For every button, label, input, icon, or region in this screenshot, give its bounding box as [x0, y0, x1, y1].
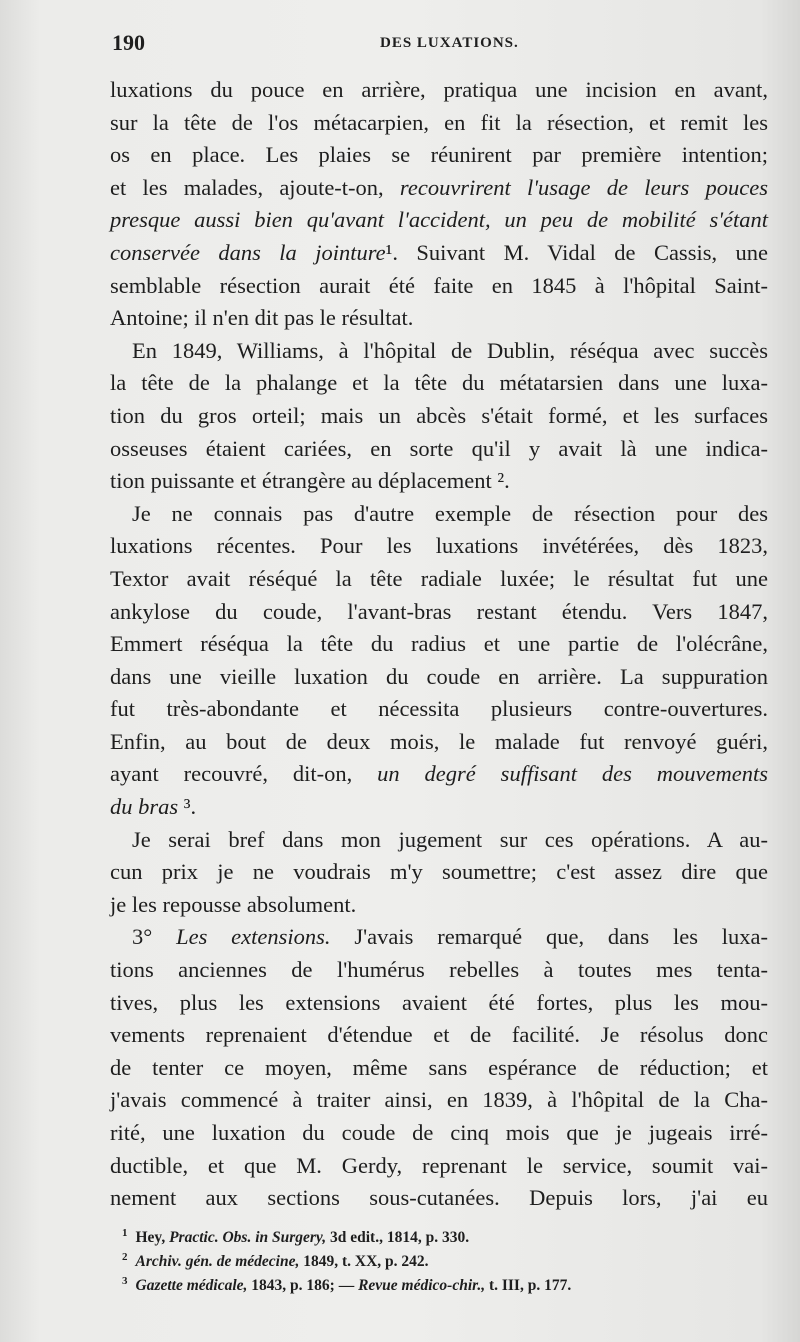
text-run: os en place. Les plaies se réunirent par première intention; [110, 142, 768, 168]
italic-text: un degré suffisant des mouvements [377, 761, 768, 787]
text-run: Je ne connais pas d'autre exemple de résection pour des [132, 500, 768, 526]
text-run: je les repousse absolument. [110, 891, 357, 917]
text-line [110, 400, 768, 433]
text-run: tives, plus les extensions avaient été fortes, plus les mou- [110, 989, 768, 1015]
text-run: Enfin, au bout de deux mois, le malade fut renvoyé guéri, [110, 728, 768, 754]
text-line [110, 1182, 768, 1215]
text-run: En 1849, Williams, à l'hôpital de Dublin, réséqua avec succès [132, 337, 768, 363]
text-run: rité, une luxation du coude de cinq mois que je jugeais irré- [110, 1120, 768, 1145]
text-line [110, 791, 768, 824]
footnote-mark: 3 [122, 1275, 128, 1287]
text-run: semblable résection aurait été faite en 1845 à l'hôpital Saint- [110, 272, 768, 298]
text-run: sur la tête de l'os métacarpien, en fit la résection, et remit les [110, 109, 768, 135]
footnote [122, 1221, 762, 1245]
text-line [110, 921, 768, 954]
text-run: tion du gros orteil; mais un abcès s'était formé, et les surfaces [110, 402, 768, 428]
text-line [110, 237, 768, 270]
footnote-text: 1849, t. XX, p. 242. [299, 1253, 429, 1271]
footnote [122, 1245, 762, 1269]
text-line [110, 1150, 768, 1183]
footnote-italic-text: Archiv. gén. de médecine, [135, 1253, 300, 1271]
text-run: Emmert réséqua la tête du radius et une partie de l'olécrâne, [110, 631, 768, 657]
text-run: de tenter ce moyen, même sans espérance de réduction; et [110, 1054, 768, 1080]
text-line [110, 204, 768, 237]
text-run: et les malades, ajoute-t-on, [110, 174, 400, 200]
text-line [110, 1117, 768, 1150]
text-line [110, 335, 768, 368]
text-run: tion puissante et étrangère au déplacement ². [110, 468, 510, 494]
footnote-text: Hey, [135, 1229, 170, 1247]
text-run: J'avais remarqué que, dans les luxa- [330, 924, 769, 950]
text-line [110, 139, 768, 172]
text-run: Je serai bref dans mon jugement sur ces opérations. A au- [132, 826, 768, 852]
text-line [110, 954, 768, 987]
text-line [110, 1019, 768, 1052]
running-title: DES LUXATIONS. [380, 35, 519, 51]
page-header [112, 30, 772, 60]
footnote-text: 1843, p. 186; — [247, 1277, 359, 1295]
text-run: luxations du pouce en arrière, pratiqua une incision en avant, [110, 77, 768, 102]
text-run: osseuses étaient cariées, en sorte qu'il y avait là une indica- [110, 435, 768, 461]
text-line [110, 433, 768, 466]
text-run: la tête de la phalange et la tête du métatarsien dans une luxa- [110, 370, 768, 396]
text-line [110, 661, 768, 694]
text-line [110, 628, 768, 661]
text-run: Antoine; il n'en dit pas le résultat. [110, 305, 414, 331]
italic-text: du bras [110, 794, 179, 820]
text-line [110, 270, 768, 303]
text-line [110, 987, 768, 1020]
italic-text: Les extensions. [176, 924, 331, 950]
text-run: cun prix je ne voudrais m'y soumettre; c'est assez dire que [110, 859, 768, 885]
text-line [110, 367, 768, 400]
footnote-italic-text: Revue médico-chir., [358, 1277, 486, 1295]
text-run: dans une vieille luxation du coude en arrière. La suppuration [110, 663, 768, 689]
text-run: ayant recouvré, dit-on, [110, 761, 378, 787]
footnote-text: 3d edit., 1814, p. 330. [326, 1229, 470, 1247]
text-line [110, 563, 768, 596]
text-line [110, 107, 768, 140]
text-line [110, 726, 768, 759]
text-run: ³. [178, 794, 197, 820]
text-line [110, 530, 768, 563]
footnote-italic-text: Practic. Obs. in Surgery, [169, 1229, 327, 1247]
text-line [110, 1052, 768, 1085]
text-run: fut très-abondante et nécessita plusieurs contre-ouvertures. [110, 696, 768, 722]
text-line [110, 465, 768, 498]
text-line [110, 172, 768, 205]
italic-text: recouvrirent l'usage de leurs pouces [399, 174, 768, 200]
text-run: luxations récentes. Pour les luxations invétérées, dès 1823, [110, 533, 768, 559]
text-line [110, 302, 768, 335]
text-run: 3° [132, 924, 177, 950]
text-run: Textor avait réséqué la tête radiale luxée; le résultat fut une [110, 565, 768, 591]
footnote-mark: 2 [122, 1251, 128, 1263]
text-run: ¹. Suivant M. Vidal de Cassis, une [385, 239, 768, 265]
footnote-text: t. III, p. 177. [485, 1277, 572, 1295]
italic-text: conservée dans la jointure [110, 239, 386, 265]
footnote [122, 1269, 762, 1293]
text-run: ankylose du coude, l'avant-bras restant étendu. Vers 1847, [110, 598, 768, 624]
text-line [110, 758, 768, 791]
text-line [110, 693, 768, 726]
footnotes [122, 1221, 762, 1293]
footnote-italic-text: Gazette médicale, [135, 1277, 248, 1295]
text-run: tions anciennes de l'humérus rebelles à toutes mes tenta- [110, 957, 768, 983]
italic-text: presque aussi bien qu'avant l'accident, un peu de mobilité s'étant [110, 207, 768, 233]
footnote-mark: 1 [122, 1227, 128, 1239]
text-line [110, 596, 768, 629]
text-run: j'avais commencé à traiter ainsi, en 1839, à l'hôpital de la Cha- [110, 1087, 768, 1113]
text-line [110, 74, 768, 107]
text-run: vements reprenaient d'étendue et de facilité. Je résolus donc [110, 1022, 768, 1048]
text-run: ductible, et que M. Gerdy, reprenant le service, soumit vai- [110, 1152, 768, 1178]
text-line [110, 889, 768, 922]
body-text [110, 74, 768, 1215]
text-line [110, 498, 768, 531]
text-line [110, 856, 768, 889]
text-line [110, 1084, 768, 1117]
text-run: nement aux sections sous-cutanées. Depuis lors, j'ai eu [110, 1185, 768, 1211]
page-number: 190 [112, 30, 145, 55]
text-line [110, 824, 768, 857]
